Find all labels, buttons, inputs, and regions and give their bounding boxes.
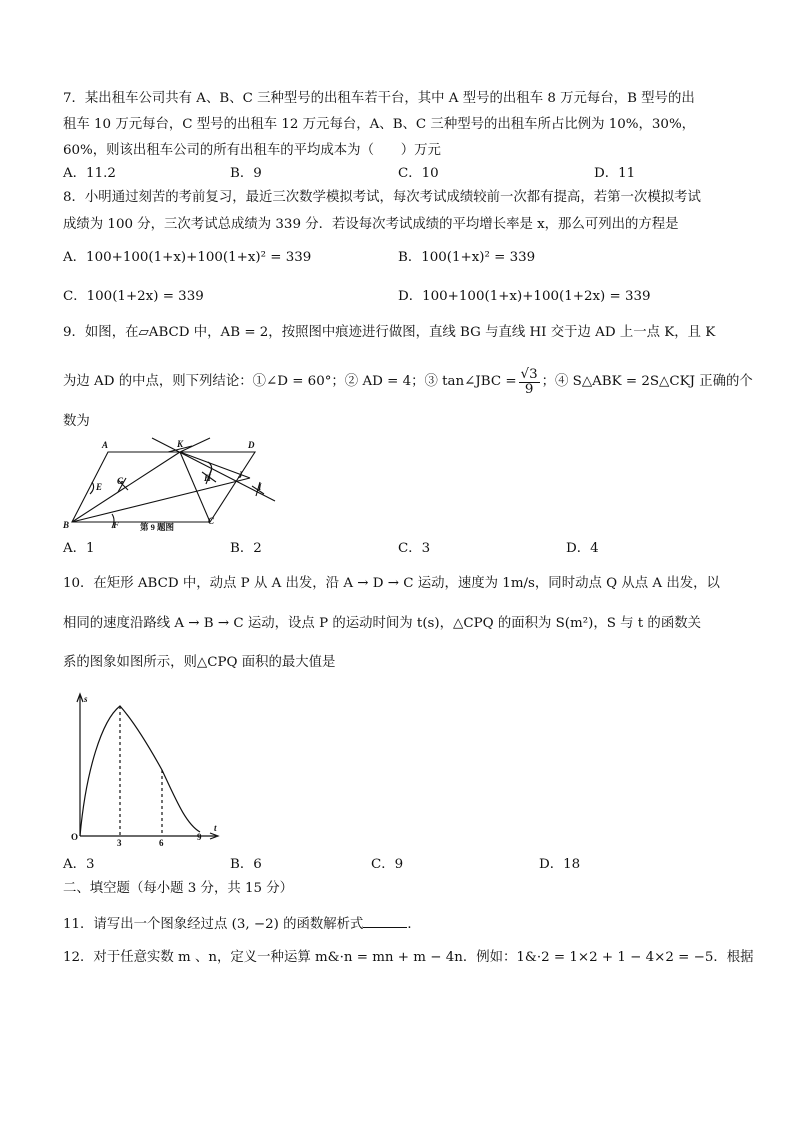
q12-line: 12．对于任意实数 m 、n，定义一种运算 m&·n = mn + m − 4n．例如：1&·2 = 1×2 + 1 − 4×2 = −5．根据	[63, 950, 754, 965]
q9-line-2-post: ；④ S△ABK = 2S△CKJ 正确的个	[541, 374, 753, 389]
q10-x-label: t	[214, 823, 217, 833]
q9-line-kt	[180, 438, 210, 452]
q10-origin-label: O	[71, 832, 79, 842]
q9-fraction-numerator: √3	[520, 366, 538, 382]
q7-option-a: A．11.2	[63, 166, 116, 181]
q10-curve	[80, 706, 200, 836]
q9-line-kc	[180, 452, 210, 522]
q7-option-b: B．9	[230, 166, 262, 181]
q9-label-g: G	[117, 476, 124, 486]
q8-line-1: 8．小明通过刻苦的考前复习，最近三次数学模拟考试，每次考试成绩较前一次都有提高，若第一次模拟考试	[63, 190, 701, 205]
q10-option-d: D．18	[539, 857, 581, 872]
q10-option-a: A．3	[63, 857, 95, 872]
q7-option-c: C．10	[398, 166, 439, 181]
q9-figure	[60, 434, 290, 536]
q8-option-c: C．100(1+2x) = 339	[63, 289, 204, 304]
q9-label-k: K	[177, 439, 184, 449]
q8-option-d: D．100+100(1+x)+100(1+2x) = 339	[398, 289, 651, 304]
q9-label-f: F	[113, 520, 120, 530]
q10-graph	[64, 690, 234, 850]
q11-line	[63, 914, 421, 934]
q10-tick-9: 9	[197, 832, 202, 842]
q9-option-d: D．4	[566, 541, 599, 556]
q10-option-c: C．9	[371, 857, 404, 872]
q9-figure-caption: 第 9 题图	[140, 522, 175, 532]
q9-label-d: D	[248, 440, 255, 450]
q9-fraction-denominator: 9	[524, 381, 534, 397]
q10-tick-6: 6	[159, 838, 164, 848]
q9-line-2	[63, 362, 753, 402]
q8-option-b: B．100(1+x)² = 339	[398, 250, 536, 265]
q10-line-3: 系的图象如图所示，则△CPQ 面积的最大值是	[63, 655, 336, 670]
q9-label-e: E	[96, 482, 103, 492]
q10-line-1: 10．在矩形 ABCD 中，动点 P 从 A 出发，沿 A → D → C 运动，速度为 1m/s，同时动点 Q 从点 A 出发，以	[63, 576, 720, 591]
q9-label-b: B	[63, 520, 70, 530]
q9-option-a: A．1	[63, 541, 95, 556]
q7-line-2: 租车 10 万元每台，C 型号的出租车 12 万元每台，A、B、C 三种型号的出租车所占比例为 10%，30%，	[63, 117, 696, 132]
q9-label-c: C	[208, 516, 215, 526]
q7-option-d: D．11	[594, 166, 636, 181]
q9-line-1: 9．如图，在▱ABCD 中，AB = 2，按照图中痕迹进行做图，直线 BG 与直线 HI 交于边 AD 上一点 K，且 K	[63, 325, 716, 340]
q10-option-b: B．6	[230, 857, 262, 872]
section-2-heading: 二、填空题（每小题 3 分，共 15 分）	[63, 881, 294, 896]
q9-label-h: H	[204, 473, 212, 483]
q9-line-2-pre: 为边 AD 的中点，则下列结论：①∠D = 60°；② AD = 4；③ tan∠JBC =	[63, 374, 517, 389]
q10-y-label: s	[84, 694, 88, 704]
q9-line-ki-extended	[152, 438, 275, 501]
q9-line-bk	[72, 452, 180, 522]
q8-option-a: A．100+100(1+x)+100(1+x)² = 339	[63, 250, 312, 265]
q10-tick-3: 3	[117, 838, 122, 848]
q9-line-3: 数为	[63, 414, 90, 429]
q9-label-j: J	[238, 470, 243, 480]
q7-line-1: 7．某出租车公司共有 A、B、C 三种型号的出租车若干台，其中 A 型号的出租车 8 万元每台，B 型号的出	[63, 91, 695, 106]
q11-text: 11．请写出一个图象经过点 (3, −2) 的函数解析式	[63, 917, 364, 932]
q7-line-3: 60%，则该出租车公司的所有出租车的平均成本为（ ）万元	[63, 143, 441, 158]
q9-label-i: I	[258, 482, 262, 492]
q11-answer-blank	[363, 914, 407, 928]
q9-option-b: B．2	[230, 541, 262, 556]
q11-text-end: ．	[407, 917, 421, 932]
q9-label-a: A	[102, 440, 109, 450]
q10-line-2: 相同的速度沿路线 A → B → C 运动，设点 P 的运动时间为 t(s)，△CPQ 的面积为 S(m²)，S 与 t 的函数关	[63, 616, 701, 631]
q9-option-c: C．3	[398, 541, 431, 556]
q8-line-2: 成绩为 100 分，三次考试总成绩为 339 分．若设每次考试成绩的平均增长率是 x，那么可列出的方程是	[63, 217, 679, 232]
q9-fraction	[519, 368, 540, 397]
